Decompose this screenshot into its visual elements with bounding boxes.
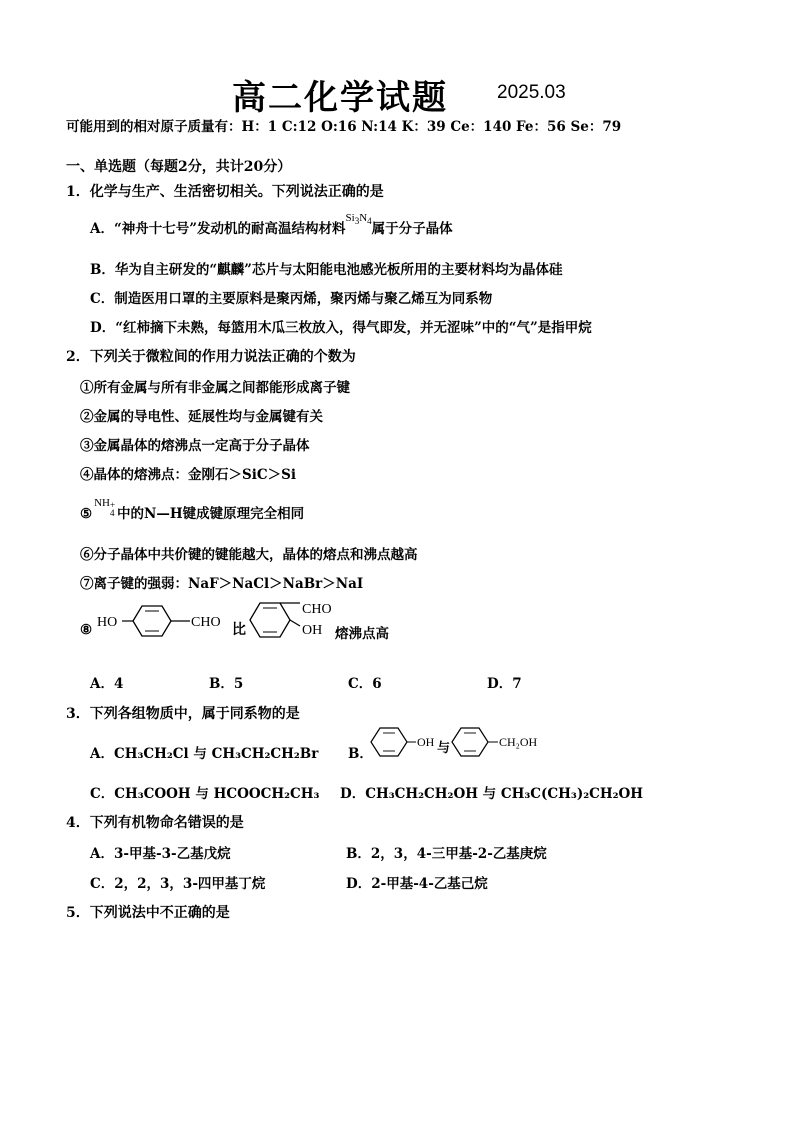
- question-2-option-a: A．4: [90, 676, 124, 692]
- question-4-option-c: C．2，2，3，3-四甲基丁烷: [90, 876, 266, 892]
- s8-bi-label: 比: [232, 623, 246, 638]
- n-symbol: N: [359, 212, 368, 224]
- question-5-stem: 5．下列说法中不正确的是: [66, 905, 230, 921]
- question-1-option-d: D．“红柿摘下未熟，每篮用木瓜三枚放入，得气即发，并无涩味”中的“气”是指甲烷: [90, 320, 592, 336]
- exam-date: 2025.03: [497, 82, 566, 103]
- question-2-option-b: B．5: [209, 676, 244, 692]
- question-3-option-b-label: B．: [348, 746, 373, 762]
- nh4-subscript: 4: [110, 508, 115, 518]
- statement-3: ③金属晶体的熔沸点一定高于分子晶体: [80, 438, 310, 454]
- s8-oh2-label: OH: [302, 623, 323, 638]
- s5-text: 中的N—H键成键原理完全相同: [117, 506, 305, 522]
- statement-6: ⑥分子晶体中共价键的键能越大，晶体的熔点和沸点越高: [80, 547, 418, 563]
- s8-ho-label: HO: [97, 615, 118, 630]
- q1-a-after: 属于分子晶体: [371, 221, 453, 237]
- question-3-option-c: C．CH₃COOH 与 HCOOCH₂CH₃: [90, 786, 320, 802]
- s8-cho2-label: CHO: [302, 602, 332, 617]
- section-heading: 一、单选题（每题2分，共计20分）: [66, 159, 292, 175]
- q1-a-text: A．“神舟十七号”发动机的耐高温结构材料: [90, 221, 346, 237]
- nh4-superscript: +: [110, 500, 116, 510]
- question-4-stem: 4．下列有机物命名错误的是: [66, 815, 244, 831]
- statement-7: ⑦离子键的强弱：NaF＞NaCl＞NaBr＞NaI: [80, 576, 364, 592]
- statement-8-tail: 熔沸点高: [335, 626, 389, 642]
- question-4-option-b: B．2，3，4-三甲基-2-乙基庚烷: [346, 846, 547, 862]
- s5-number: ⑤: [80, 506, 93, 522]
- question-3-option-a: A．CH₃CH₂Cl 与 CH₃CH₂CH₂Br: [90, 746, 319, 762]
- si-subscript: 3: [354, 216, 360, 226]
- question-1-option-b: B．华为自主研发的“麒麟”芯片与太阳能电池感光板所用的主要材料均为晶体硅: [90, 262, 563, 278]
- si-symbol: Si: [345, 212, 355, 224]
- question-1-stem: 1．化学与生产、生活密切相关。下列说法正确的是: [66, 184, 384, 200]
- statement-4: ④晶体的熔沸点：金刚石＞SiC＞Si: [80, 467, 296, 483]
- q3-b-yu: 与: [437, 740, 451, 755]
- s8-cho-label: CHO: [191, 615, 221, 630]
- question-4-option-a: A．3-甲基-3-乙基戊烷: [90, 846, 231, 862]
- statement-1: ①所有金属与所有非金属之间都能形成离子键: [80, 380, 350, 396]
- question-2-stem: 2．下列关于微粒间的作用力说法正确的个数为: [66, 349, 356, 365]
- question-2-option-d: D．7: [487, 676, 522, 692]
- atomic-masses: 可能用到的相对原子质量有：H：1 C:12 O:16 N:14 K：39 Ce：140 Fe：56 Se：79: [66, 119, 622, 135]
- nh-symbol: NH: [94, 497, 110, 509]
- question-1-option-c: C．制造医用口罩的主要原料是聚丙烯，聚丙烯与聚乙烯互为同系物: [90, 291, 493, 307]
- phenol-ring: [371, 728, 407, 756]
- page-title: 高二化学试题: [232, 78, 448, 118]
- question-3-option-d: D．CH₃CH₂CH₂OH 与 CH₃C(CH₃)₂CH₂OH: [340, 786, 644, 802]
- statement-8-number: ⑧: [80, 622, 93, 638]
- question-4-option-d: D．2-甲基-4-乙基己烷: [346, 876, 488, 892]
- phenol-oh-label: OH: [417, 735, 435, 749]
- benzyl-alcohol-ring: [452, 728, 488, 756]
- question-3-stem: 3．下列各组物质中，属于同系物的是: [66, 706, 300, 722]
- question-2-option-c: C．6: [348, 676, 382, 692]
- benzyl-ch2oh-label: CH₂OH: [499, 735, 538, 749]
- n-subscript: 4: [367, 216, 372, 226]
- statement-2: ②金属的导电性、延展性均与金属键有关: [80, 409, 323, 425]
